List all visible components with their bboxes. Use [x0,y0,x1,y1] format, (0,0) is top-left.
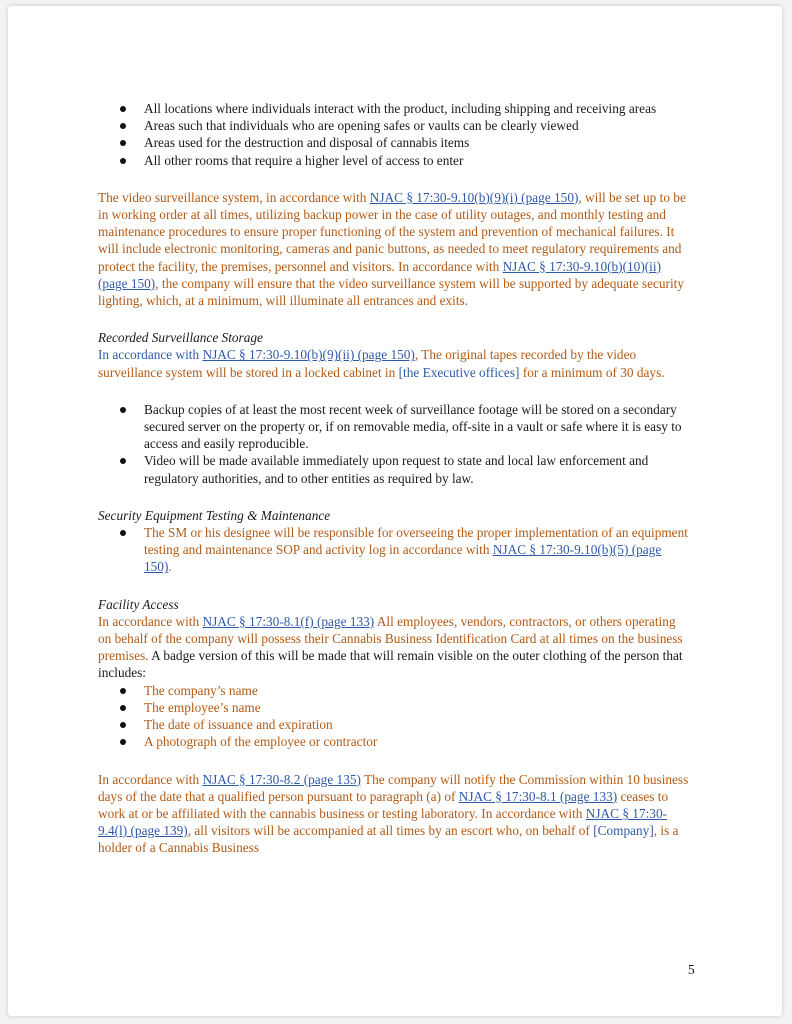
list-item: The company’s name [98,682,692,699]
section-heading-facility-access: Facility Access [98,596,179,612]
list-item: The employee’s name [98,699,692,716]
document-page [8,6,782,1016]
section-heading-testing: Security Equipment Testing & Maintenance [98,507,331,523]
list-item: All locations where individuals interact with the product, including shipping and receiving areas [98,100,692,117]
bullet-icon [120,123,126,129]
surveillance-locations-list [98,100,692,169]
bullet-icon [120,458,126,464]
njac-link[interactable]: NJAC § 17:30-8.2 (page 135) [202,771,361,787]
list-item: The date of issuance and expiration [98,716,692,733]
facility-access-paragraph: In accordance with NJAC § 17:30-8.1(f) (page 133) All employees, vendors, contractors, or others operating on behalf of the company will possess their Cannabis Business Identification Card at all times on the business premises. A badge version of this will be made that will remain visible on the outer clothing of the person that includes: [98,613,683,681]
section-heading-recorded-storage: Recorded Surveillance Storage [98,330,263,346]
list-item: Areas such that individuals who are opening safes or vaults can be clearly viewed [98,117,692,134]
njac-link[interactable]: NJAC § 17:30-9.10(b)(9)(i) (page 150) [369,189,579,205]
njac-link[interactable]: NJAC § 17:30-8.1 (page 133) [458,788,618,804]
bullet-icon [120,158,126,164]
njac-link[interactable]: NJAC § 17:30-9.10(b)(10)(ii) (page 150) [98,258,661,291]
list-item: All other rooms that require a higher level of access to enter [98,152,692,169]
list-item: A photograph of the employee or contractor [98,733,692,750]
list-item: Backup copies of at least the most recent week of surveillance footage will be stored on a secondary secured server on the property or, if on removable media, off-site in a vault or safe where it is easy to access and easily reproducible. [98,401,692,453]
njac-link[interactable]: NJAC § 17:30-8.1(f) (page 133) [202,613,375,629]
bullet-icon [120,530,126,536]
njac-link[interactable]: NJAC § 17:30-9.10(b)(9)(ii) (page 150) [202,347,415,363]
document-body [98,100,692,857]
list-item: Video will be made available immediately upon request to state and local law enforcement and regulatory authorities, and to other entities as required by law. [98,452,692,486]
surveillance-system-paragraph: The video surveillance system, in accordance with NJAC § 17:30-9.10(b)(9)(i) (page 150), will be set up to be in working order at all times, utilizing backup power in the case of utility outages, and monthly testing and maintenance procedures to ensure proper functioning of the system and prevention of mechanical failures. It will include electronic monitoring, cameras and panic buttons, as needed to meet regulatory requirements and protect the facility, the premises, personnel and visitors. In accordance with NJAC § 17:30-9.10(b)(10)(ii) (page 150), the company will ensure that the video surveillance system will be supported by adequate security lighting, which, at a minimum, will illuminate all entrances and exits. [98,189,686,309]
list-item: Areas used for the destruction and disposal of cannabis items [98,134,692,151]
bullet-icon [120,106,126,112]
bullet-icon [120,739,126,745]
njac-link[interactable]: NJAC § 17:30-9.10(b)(5) (page 150) [144,542,662,575]
list-item: The SM or his designee will be responsible for overseeing the proper implementation of an equipment testing and maintenance SOP and activity log in accordance with NJAC § 17:30-9.10(b)(5) (page 150). [98,524,692,576]
testing-bullets [98,524,692,576]
placeholder-text: [Company] [593,823,654,839]
recorded-storage-paragraph: In accordance with NJAC § 17:30-9.10(b)(9)(ii) (page 150), The original tapes recorded by the video surveillance system will be stored in a locked cabinet in [the Executive offices] for a minimum of 30 days. [98,347,665,380]
bullet-icon [120,722,126,728]
bullet-icon [120,407,126,413]
placeholder-text: [the Executive offices] [398,364,520,380]
page-number: 5 [688,962,695,977]
njac-link[interactable]: NJAC § 17:30-9.4(l) (page 139) [98,805,668,839]
notification-paragraph: In accordance with NJAC § 17:30-8.2 (page 135) The company will notify the Commission within 10 business days of the date that a qualified person pursuant to paragraph (a) of NJAC § 17:30-8.1 (page 133) ceases to work at or be affiliated with the cannabis business or testing laboratory. In accordance with NJAC § 17:30-9.4(l) (page 139), all visitors will be accompanied at all times by an escort who, on behalf of [Company], is a holder of a Cannabis Business [98,771,689,856]
bullet-icon [120,705,126,711]
badge-contents-list [98,682,692,751]
bullet-icon [120,140,126,146]
storage-bullets [98,401,692,487]
bullet-icon [120,688,126,694]
